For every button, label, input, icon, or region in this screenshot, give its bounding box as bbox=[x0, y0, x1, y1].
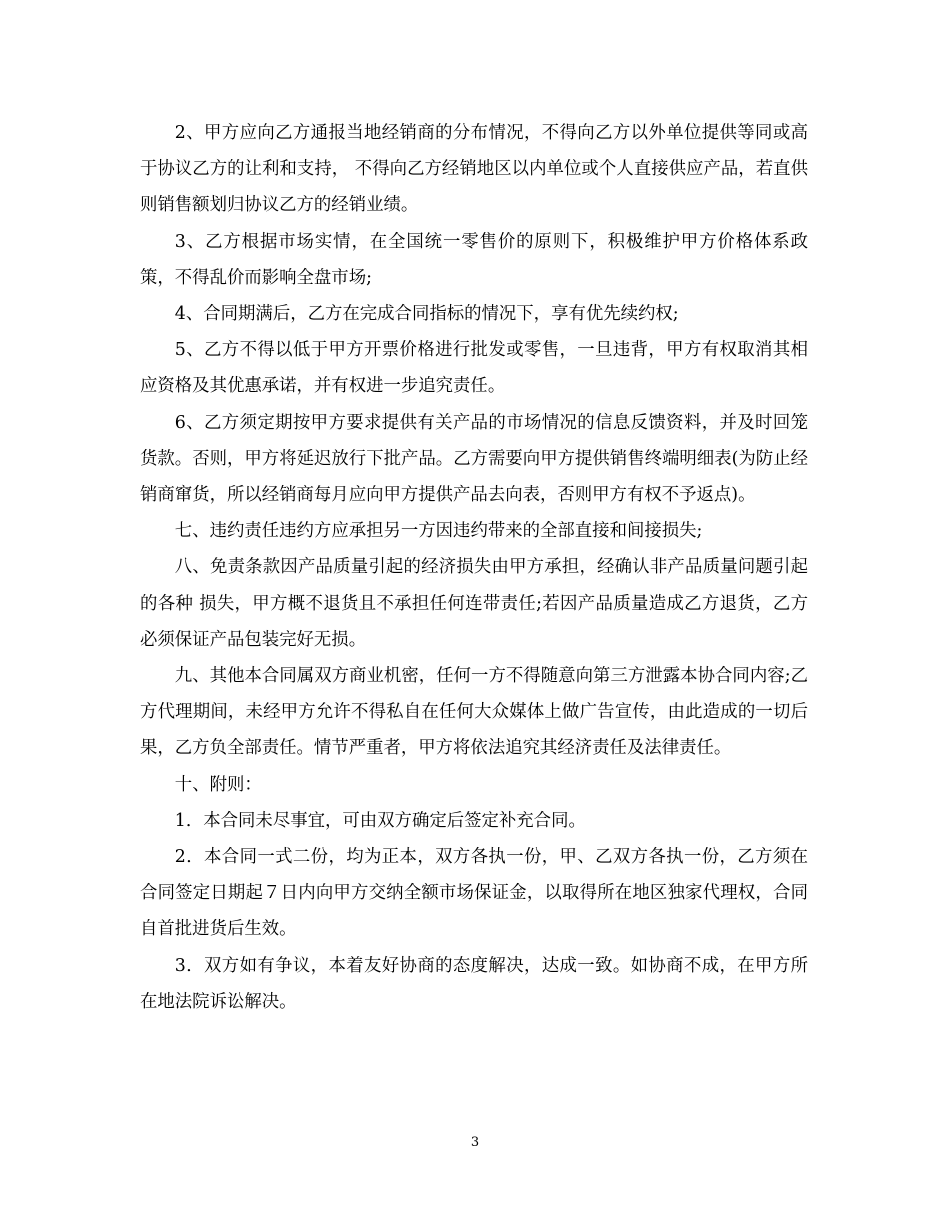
clause-4-renewal-priority: 4、合同期满后，乙方在完成合同指标的情况下，享有优先续约权; bbox=[174, 304, 679, 325]
clause-6-market-feedback: 6、乙方须定期按甲方要求提供有关产品的市场情况的信息反馈资料，并及时回笼货款。否则，甲方将延迟放行下批产品。乙方需要向甲方提供销售终端明细表(为防止经销商窜货，所以经销商每月应向甲方提供产品去向表，否则甲方有权不予返点)。 bbox=[140, 412, 808, 506]
section-7-breach-liability: 七、违约责任违约方应承担另一方因违约带来的全部直接和间接损失; bbox=[174, 521, 703, 542]
section-10-heading: 十、附则： bbox=[174, 774, 262, 795]
appendix-item-1: 1．本合同未尽事宜，可由双方确定后签定补充合同。 bbox=[174, 810, 586, 831]
clause-2-distributor-info: 2、甲方应向乙方通报当地经销商的分布情况，不得向乙方以外单位提供等同或高于协议乙方的让利和支持， 不得向乙方经销地区以内单位或个人直接供应产品，若直供则销售额划归协议乙方的经销业绩。 bbox=[140, 123, 808, 216]
section-8-exemption: 八、免责条款因产品质量引起的经济损失由甲方承担，经确认非产品质量问题引起的各种 损失，甲方概不退货且不承担任何连带责任;若因产品质量造成乙方退货，乙方必须保证产品包装完好无损。 bbox=[140, 557, 808, 650]
clause-5-min-price: 5、乙方不得以低于甲方开票价格进行批发或零售，一旦违背，甲方有权取消其相应资格及其优惠承诺，并有权进一步追究责任。 bbox=[140, 340, 808, 397]
page-number: 3 bbox=[470, 1135, 480, 1150]
appendix-item-3: 3．双方如有争议，本着友好协商的态度解决，达成一致。如协商不成，在甲方所在地法院诉讼解决。 bbox=[140, 955, 808, 1012]
section-9-confidentiality: 九、其他本合同属双方商业机密，任何一方不得随意向第三方泄露本协合同内容;乙方代理期间，未经甲方允许不得私自在任何大众媒体上做广告宣传，由此造成的一切后果，乙方负全部责任。情节严重者，甲方将依法追究其经济责任及法律责任。 bbox=[140, 666, 808, 759]
document-body bbox=[140, 115, 808, 1020]
appendix-item-2: 2．本合同一式二份，均为正本，双方各执一份，甲、乙双方各执一份，乙方须在合同签定日期起７日内向甲方交纳全额市场保证金，以取得所在地区独家代理权，合同自首批进货后生效。 bbox=[140, 847, 808, 940]
clause-3-pricing-policy: 3、乙方根据市场实情，在全国统一零售价的原则下，积极维护甲方价格体系政策，不得乱价而影响全盘市场; bbox=[140, 231, 808, 288]
